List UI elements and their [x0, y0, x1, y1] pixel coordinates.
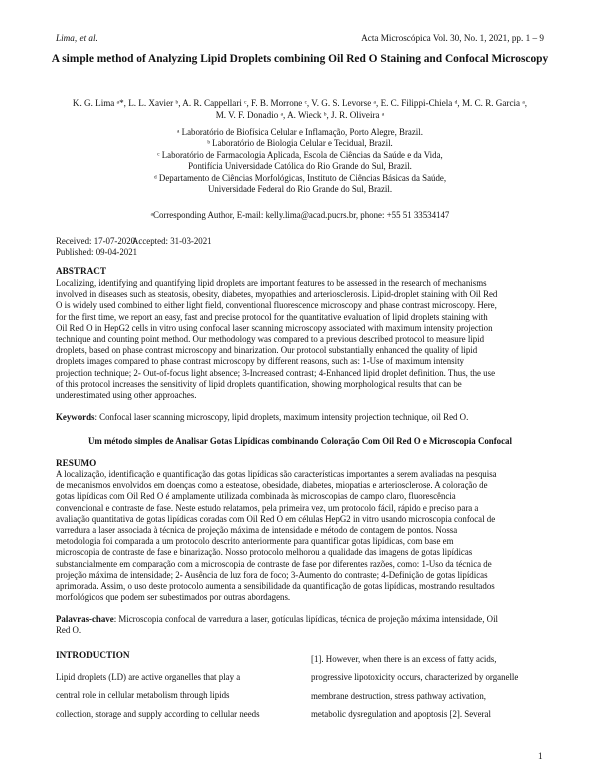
- abstract-line: Oil Red O in HepG2 cells in vitro using confocal laser scanning microscopy associated with maximum intensity projection: [56, 322, 493, 333]
- abstract-body: [56, 278, 546, 401]
- author-line: K. G. Lima ᵃ*, L. L. Xavier ᵇ, A. R. Cappellari ᶜ, F. B. Morrone ᶜ, V. G. S. Levorse ᵃ, E. C. Filippi-Chiela ᵈ, M. C. R. Garcia ᵃ,: [72, 98, 528, 108]
- intro-right-column: [311, 650, 546, 724]
- resumo-line: varredura a laser associada à técnica de projeção máxima de intensidade e método de contagem de pontos. Nossa: [56, 525, 458, 536]
- resumo-line: morfológicos que podem ser subestimados por outras abordagens.: [56, 592, 291, 603]
- resumo-line: aprimorada. Assim, o uso deste protocolo aumenta a sensibilidade da quantificação de gotas lipídicas, mostrando resultados: [56, 581, 495, 592]
- resumo-line: A localização, identificação e quantificação das gotas lipídicas são características importantes a serem avaliadas na pesquisa: [56, 469, 497, 479]
- resumo-line: gotas lipídicas com Oil Red O é amplamente utilizada combinada às microscopias de campo claro, fluorescência: [56, 491, 456, 502]
- intro-line: progressive lipotoxicity occurs, characterized by organelle: [311, 672, 519, 683]
- abstract-line: of this protocol increases the sensitivity of lipid droplets quantification, showing morphological results that can be: [56, 378, 462, 389]
- portuguese-title: Um método simples de Analisar Gotas Lipídicas combinando Coloração Com Oil Red O e Microscopia Confocal: [88, 436, 512, 446]
- intro-line: central role in cellular metabolism through lipids: [56, 690, 230, 701]
- running-head-journal: Acta Microscópica Vol. 30, No. 1, 2021, pp. 1 – 9: [361, 33, 544, 43]
- intro-line: Lipid droplets (LD) are active organelles that play a: [56, 672, 241, 682]
- affiliation-line: ᵈ Departamento de Ciências Morfológicas, Instituto de Ciências Básicas da Saúde,: [153, 172, 447, 183]
- affiliation-line: Universidade Federal do Rio Grande do Sul, Brazil.: [207, 184, 393, 195]
- corresponding-author: ᵃCorresponding Author, E-mail: kelly.lima@acad.pucrs.br, phone: +55 51 33534147: [150, 210, 450, 220]
- affiliation-line: ᵇ Laboratório de Biologia Celular e Tecidual, Brazil.: [207, 138, 393, 149]
- resumo-line: microscopia de contraste de fase e binarização. Nosso protocolo melhorou a qualidade das imagens de gotas lipídicas: [56, 547, 473, 558]
- palavras-text: : Microscopia confocal de varredura a laser, gotículas lipídicas, técnica de projeção máxima intensidade, Oil: [113, 614, 499, 624]
- intro-line: membrane destruction, stress pathway activation,: [311, 690, 486, 701]
- intro-left-column: [56, 668, 292, 723]
- abstract-line: projection technique; 2- Out-of-focus light absence; 3-Increased contrast; 4-Enhanced lipid droplet definition. Thus, the use: [56, 367, 496, 378]
- running-head-authors: Lima, et al.: [56, 33, 98, 43]
- intro-line: [1]. However, when there is an excess of fatty acids,: [311, 654, 497, 664]
- resumo-line: avaliação quantitativa de gotas lipídicas coradas com Oil Red O em células HepG2 in vitro usando microscopia confocal de: [56, 513, 496, 524]
- intro-line: collection, storage and supply according to cellular needs: [56, 708, 260, 719]
- resumo-line: de mecanismos envolvidos em doenças como a esteatose, obesidade, diabetes, miopatias e arteriosclerose. A coloração de: [56, 480, 488, 491]
- abstract-line: involved in diseases such as steatosis, obesity, diabetes, myopathies and arteriosclerosis. Lipid-droplet staining with Oil Red: [56, 289, 498, 300]
- author-line: M. V. F. Donadio ᵃ, A. Wieck ᵇ, J. R. Oliveira ᵃ: [215, 110, 385, 120]
- abstract-line: droplets images compared to phase contrast microscopy by different reasons, such as: 1-Use of maximum intensity: [56, 356, 464, 367]
- keywords: [56, 412, 546, 423]
- abstract-line: for the first time, we report an easy, fast and precise protocol for the quantitative evaluation of lipid droplets staining with: [56, 311, 488, 322]
- resumo-line: metodologia foi comparada a um protocolo descrito anteriormente para quantificar gotas lipídicas, com base em: [56, 536, 454, 547]
- resumo-line: convencional e contraste de fase. Neste estudo relatamos, pela primeira vez, um protocolo fácil, rápido e preciso para a: [56, 502, 479, 513]
- keywords-label: Keywords: [56, 412, 95, 422]
- published-date: Published: 09-04-2021: [56, 247, 138, 257]
- affiliation-line: ᵃ Laboratório de Biofísica Celular e Inflamação, Porto Alegre, Brazil.: [177, 127, 423, 137]
- accepted-date: Accepted: 31-03-2021: [132, 236, 212, 246]
- resumo-body: [56, 469, 546, 603]
- page-number: 1: [538, 751, 543, 761]
- abstract-line: technique and counting point method. Our methodology was compared to a previous described protocol to measure lipid: [56, 334, 485, 345]
- abstract-heading: ABSTRACT: [56, 266, 107, 276]
- keywords-text: : Confocal laser scanning microscopy, lipid droplets, maximum intensity projection technique, oil Red O.: [94, 412, 469, 422]
- abstract-line: underestimated using other approaches.: [56, 390, 197, 401]
- author-list: [40, 97, 560, 121]
- resumo-heading: RESUMO: [56, 458, 97, 468]
- resumo-line: substancialmente em comparação com a microscopia de contraste de fase por diferentes razões, como: 1-Uso da técnica de: [56, 558, 492, 569]
- abstract-line: droplets, based on phase contrast microscopy and binarization. Our protocol substantially enhanced the quality of lipid: [56, 345, 478, 356]
- affiliation-list: [60, 127, 540, 195]
- resumo-line: projeção máxima de intensidade; 2- Ausência de luz fora de foco; 3-Aumento do contraste; 4-Definição de gotas lipídicas: [56, 569, 488, 580]
- affiliation-line: Pontifícia Universidade Católica do Rio Grande do Sul, Brazil.: [188, 161, 412, 172]
- abstract-line: Localizing, identifying and quantifying lipid droplets are important features to be assessed in the research of mechanisms: [56, 278, 487, 288]
- intro-heading: INTRODUCTION: [56, 650, 130, 660]
- paper-title: A simple method of Analyzing Lipid Droplets combining Oil Red O Staining and Confocal Microscopy: [51, 53, 549, 65]
- palavras-chave: [56, 614, 546, 636]
- affiliation-line: ᶜ Laboratório de Farmacologia Aplicada, Escola de Ciências da Saúde e da Vida,: [157, 149, 443, 160]
- received-date: Received: 17-07-2020: [56, 236, 136, 246]
- abstract-line: O is widely used combined to either light field, conventional fluorescence microscopy and phase contrast microscopy. Here,: [56, 300, 497, 311]
- palavras-label: Palavras-chave: [56, 614, 114, 624]
- palavras-text-cont: Red O.: [56, 625, 82, 636]
- intro-line: metabolic dysregulation and apoptosis [2]. Several: [311, 709, 491, 720]
